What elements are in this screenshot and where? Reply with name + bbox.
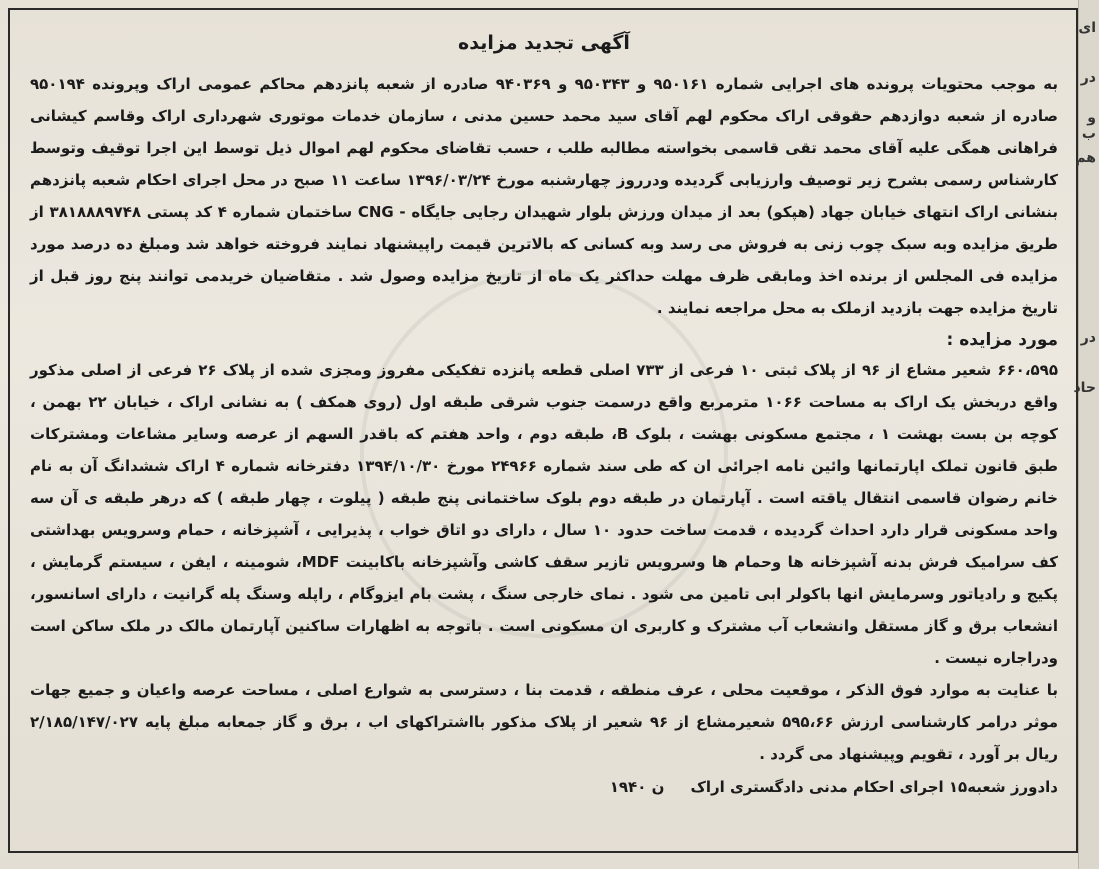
edge-fragment: و ب: [1081, 110, 1096, 142]
edge-fragment: ای: [1078, 20, 1096, 36]
notice-body: [30, 68, 1058, 770]
edge-fragment: هم: [1075, 150, 1096, 166]
notice-footer: [30, 772, 1058, 802]
auction-notice-box: [8, 8, 1078, 853]
edge-fragment: در: [1080, 70, 1096, 86]
notice-title: آگهی تجدید مزایده: [458, 32, 630, 54]
edge-fragment: در: [1080, 330, 1096, 346]
notice-code: ن ۱۹۴۰: [609, 778, 665, 796]
notice-paragraph-property: ۶۶۰،۵۹۵ شعیر مشاع از ۹۶ از پلاک ثبتی ۱۰ فرعی از ۷۳۳ اصلی قطعه پانزده تفکیکی مفروز ومجزی شده از پلاک ۲۶ فرعی از اصلی مذکور واقع دربخش یک اراک به مساحت ۱۰۶۶ مترمربع واقع درسمت جنوب شرقی طبقه اول (روی همکف ) به نشانی اراک ، خیابان ۲۲ بهمن ، کوچه بن بست بهشت ۱ ، مجتمع مسکونی بهشت ، بلوک B، طبقه دوم ، واحد هفتم که باقدر السهم از عرصه وسایر مشاعات ومشترکات طبق قانون تملک اپارتمانها وائین نامه اجرائی ان که طی سند شماره ۲۴۹۶۶ مورخ ۱۳۹۴/۱۰/۳۰ دفترخانه شماره ۴ اراک ششدانگ آن به نام خانم رضوان قاسمی انتقال یاقته است . آپارتمان در طبقه دوم بلوک ساختمانی پنج طبقه ( پیلوت ، چهار طبقه ) که درهر طبقه ی آن سه واحد مسکونی قرار دارد احداث گردیده ، قدمت ساخت حدود ۱۰ سال ، دارای دو اتاق خواب ، پذیرایی ، آشپزخانه ، حمام وسرویس بهداشتی کف سرامیک فرش بدنه آشپزخانه ها وحمام ها وسرویس تازیر سقف کاشی وآشپزخانه باکابینت MDF، شومینه ، ایفن ، سیستم گرمایش ، پکیج و رادیاتور وسرمایش انها باکولر ابی تامین می شود . نمای خارجی سنگ ، پشت بام ایزوگام ، راپله وسنگ پله گرانیت ، دارای اسانسور، انشعاب برق و گاز مستقل وانشعاب آب مشترک و کاربری ان مسکونی است . باتوجه به اظهارات ساکنین آپارتمان مالک در ملک ساکن است ودراجاره نیست .: [30, 361, 1058, 667]
edge-fragment: حاد: [1073, 380, 1096, 396]
notice-paragraph-valuation: با عنایت به موارد فوق الذکر ، موقعیت محلی ، عرف منطقه ، قدمت بنا ، دسترسی به شوارع اصلی ، مساحت عرصه واعیان و جمیع جهات موثر درامر کارشناسی ارزش ۵۹۵،۶۶ شعیرمشاع از ۹۶ شعیر از پلاک مذکور بااشتراکهای اب ، برق و گاز جمعابه مبلغ پایه ۲/۱۸۵/۱۴۷/۰۲۷ ریال بر آورد ، تقویم وپیشنهاد می گردد .: [30, 681, 1059, 763]
adjacent-column-edge: [1073, 0, 1099, 869]
auction-item-heading: مورد مزایده :: [946, 330, 1058, 350]
signature-line: دادورز شعبه۱۵ اجرای احکام مدنی دادگستری اراک: [690, 778, 1058, 796]
notice-paragraph-intro: به موجب محتویات پرونده های اجرایی شماره ۹۵۰۱۶۱ و ۹۵۰۳۴۳ و ۹۴۰۳۶۹ صادره از شعبه پانزدهم محاکم عمومی اراک وپرونده ۹۵۰۱۹۴ صادره از شعبه دوازدهم حقوقی اراک محکوم لهم آقای سید محمد حسین مدنی ، سازمان خدمات موتوری شهرداری اراک وقاسم کیشانی فراهانی همگی علیه آقای محمد تقی قاسمی بخواسته مطالبه طلب ، حسب تقاضای محکوم لهم اموال ذیل توسط این اجرا توقیف وتوسط کارشناس رسمی بشرح زیر توصیف وارزیابی گردیده ودرروز چهارشنبه مورخ ۱۳۹۶/۰۳/۲۴ ساعت ۱۱ صبح در محل اجرای احکام شعبه پانزدهم بنشانی اراک انتهای خیابان جهاد (هپکو) بعد از میدان ورزش بلوار شهیدان رجایی جایگاه - CNG ساختمان شماره ۴ کد پستی ۳۸۱۸۸۸۹۷۴۸ از طریق مزایده وبه سبک چوب زنی به فروش می رسد وبه کسانی که بالاترین قیمت راپیشنهاد نمایند فروخته خواهد شد ومبلغ ده درصد مورد مزایده فی المجلس از برنده اخذ ومابقی ظرف مهلت حداکثر یک ماه از تاریخ مزایده وصول شد . متقاضیان خریدمی توانند پنج روز قبل از تاریخ مزایده جهت بازدید ازملک به محل مراجعه نمایند .: [30, 75, 1059, 317]
